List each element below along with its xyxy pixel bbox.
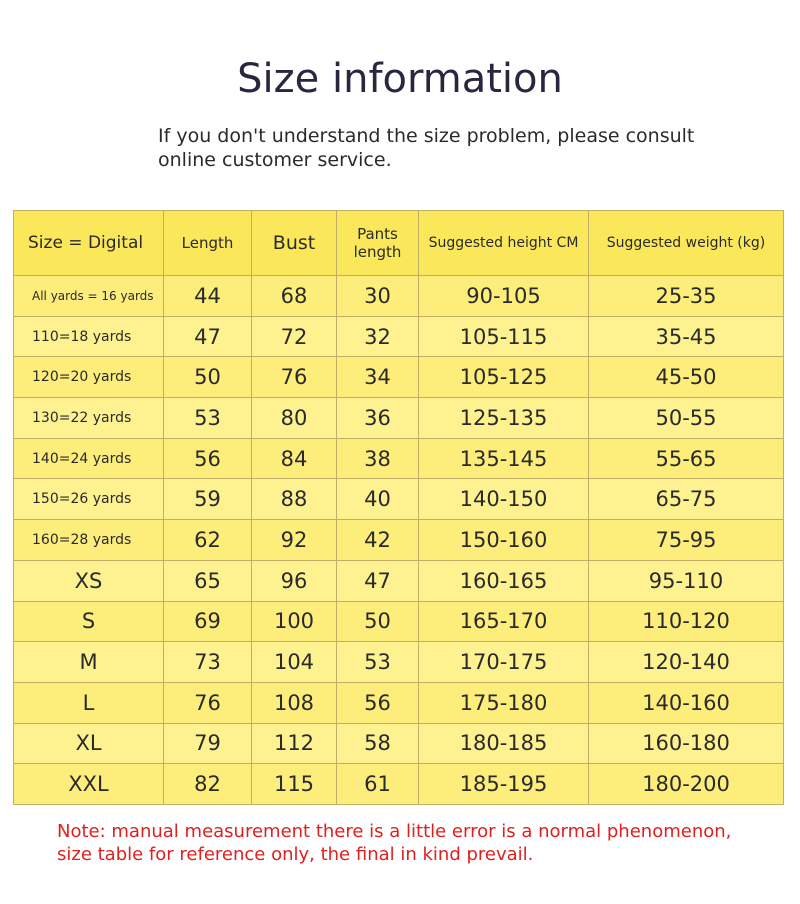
table-row	[14, 316, 784, 357]
cell-suggested-weight: 25-35	[589, 276, 784, 317]
cell-size: 160=28 yards	[14, 520, 164, 561]
cell-length: 59	[164, 479, 252, 520]
cell-bust: 76	[252, 357, 337, 398]
cell-bust: 80	[252, 398, 337, 439]
cell-pants-length: 36	[337, 398, 419, 439]
cell-length: 56	[164, 438, 252, 479]
cell-bust: 108	[252, 682, 337, 723]
table-header-row	[14, 211, 784, 276]
cell-suggested-weight: 120-140	[589, 642, 784, 683]
cell-pants-length: 30	[337, 276, 419, 317]
cell-length: 53	[164, 398, 252, 439]
cell-suggested-weight: 140-160	[589, 682, 784, 723]
cell-pants-length: 47	[337, 560, 419, 601]
cell-suggested-height: 185-195	[419, 764, 589, 805]
header-pants-length: Pants length	[337, 211, 419, 276]
size-table	[13, 210, 784, 805]
cell-size: S	[14, 601, 164, 642]
cell-length: 69	[164, 601, 252, 642]
cell-size: 150=26 yards	[14, 479, 164, 520]
table-row	[14, 357, 784, 398]
table-row	[14, 438, 784, 479]
cell-length: 73	[164, 642, 252, 683]
cell-pants-length: 50	[337, 601, 419, 642]
cell-pants-length: 53	[337, 642, 419, 683]
cell-size: XL	[14, 723, 164, 764]
table-row	[14, 723, 784, 764]
table-row	[14, 764, 784, 805]
cell-suggested-height: 140-150	[419, 479, 589, 520]
cell-length: 82	[164, 764, 252, 805]
header-suggested-height: Suggested height CM	[419, 211, 589, 276]
header-suggested-weight: Suggested weight (kg)	[589, 211, 784, 276]
table-row	[14, 276, 784, 317]
cell-bust: 100	[252, 601, 337, 642]
cell-length: 76	[164, 682, 252, 723]
cell-size: XS	[14, 560, 164, 601]
cell-suggested-height: 170-175	[419, 642, 589, 683]
cell-bust: 96	[252, 560, 337, 601]
table-row	[14, 479, 784, 520]
cell-suggested-weight: 65-75	[589, 479, 784, 520]
cell-length: 62	[164, 520, 252, 561]
cell-pants-length: 56	[337, 682, 419, 723]
cell-bust: 88	[252, 479, 337, 520]
cell-length: 47	[164, 316, 252, 357]
table-row	[14, 601, 784, 642]
cell-suggested-height: 160-165	[419, 560, 589, 601]
cell-bust: 84	[252, 438, 337, 479]
table-row	[14, 520, 784, 561]
cell-suggested-height: 150-160	[419, 520, 589, 561]
cell-suggested-weight: 110-120	[589, 601, 784, 642]
cell-suggested-weight: 95-110	[589, 560, 784, 601]
cell-size: M	[14, 642, 164, 683]
note-text: Note: manual measurement there is a little error is a normal phenomenon, size table for reference only, the final in kind prevail.	[57, 821, 732, 865]
cell-pants-length: 61	[337, 764, 419, 805]
table-row	[14, 642, 784, 683]
cell-length: 44	[164, 276, 252, 317]
table-row	[14, 682, 784, 723]
page-subtitle: If you don't understand the size problem, please consult online customer service.	[158, 125, 695, 171]
cell-suggested-height: 180-185	[419, 723, 589, 764]
cell-pants-length: 40	[337, 479, 419, 520]
cell-suggested-weight: 50-55	[589, 398, 784, 439]
cell-suggested-height: 105-125	[419, 357, 589, 398]
page-title: Size information	[237, 56, 563, 102]
cell-length: 79	[164, 723, 252, 764]
cell-size: XXL	[14, 764, 164, 805]
cell-pants-length: 32	[337, 316, 419, 357]
cell-length: 65	[164, 560, 252, 601]
cell-suggested-height: 175-180	[419, 682, 589, 723]
cell-suggested-height: 105-115	[419, 316, 589, 357]
cell-size: L	[14, 682, 164, 723]
cell-length: 50	[164, 357, 252, 398]
cell-bust: 68	[252, 276, 337, 317]
cell-suggested-weight: 35-45	[589, 316, 784, 357]
cell-size: 120=20 yards	[14, 357, 164, 398]
cell-size: 140=24 yards	[14, 438, 164, 479]
cell-suggested-height: 125-135	[419, 398, 589, 439]
cell-pants-length: 42	[337, 520, 419, 561]
cell-bust: 115	[252, 764, 337, 805]
cell-suggested-height: 165-170	[419, 601, 589, 642]
table-row	[14, 560, 784, 601]
cell-suggested-weight: 160-180	[589, 723, 784, 764]
cell-suggested-height: 135-145	[419, 438, 589, 479]
cell-suggested-weight: 45-50	[589, 357, 784, 398]
cell-bust: 72	[252, 316, 337, 357]
cell-suggested-weight: 180-200	[589, 764, 784, 805]
header-length: Length	[164, 211, 252, 276]
cell-bust: 92	[252, 520, 337, 561]
cell-size: 130=22 yards	[14, 398, 164, 439]
cell-pants-length: 34	[337, 357, 419, 398]
cell-suggested-weight: 55-65	[589, 438, 784, 479]
cell-pants-length: 58	[337, 723, 419, 764]
cell-pants-length: 38	[337, 438, 419, 479]
header-bust: Bust	[252, 211, 337, 276]
cell-bust: 112	[252, 723, 337, 764]
table-row	[14, 398, 784, 439]
cell-suggested-height: 90-105	[419, 276, 589, 317]
cell-bust: 104	[252, 642, 337, 683]
header-size: Size = Digital	[14, 211, 164, 276]
cell-size: All yards = 16 yards	[14, 276, 164, 317]
cell-size: 110=18 yards	[14, 316, 164, 357]
cell-suggested-weight: 75-95	[589, 520, 784, 561]
